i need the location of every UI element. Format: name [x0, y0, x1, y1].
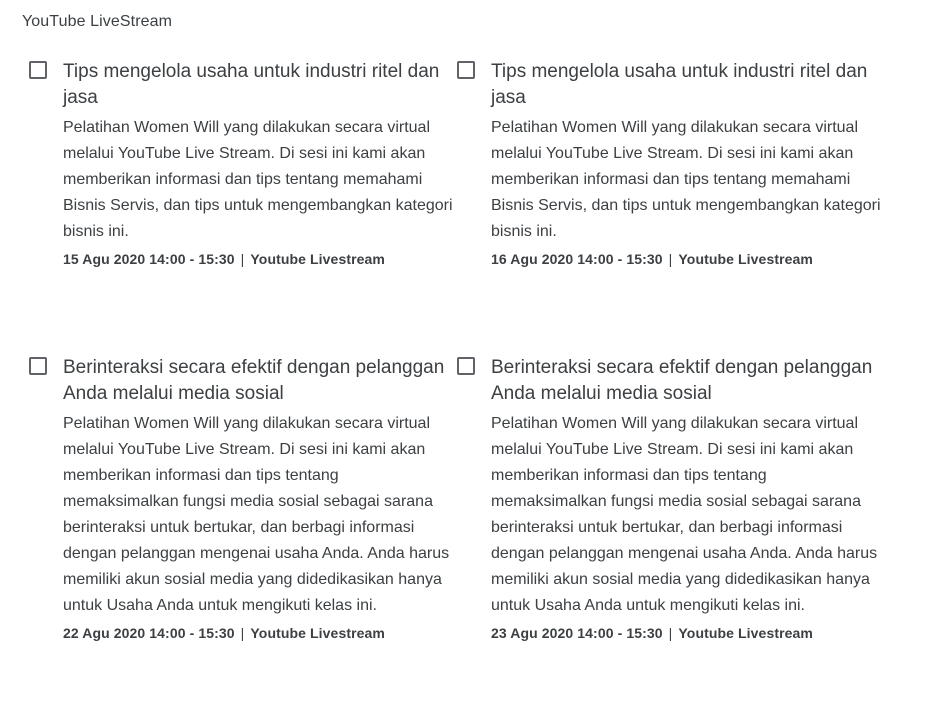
event-location: Youtube Livestream	[678, 251, 813, 267]
event-content	[491, 355, 885, 643]
event-content	[491, 59, 885, 269]
event-location: Youtube Livestream	[678, 625, 813, 641]
event-meta	[63, 623, 457, 643]
meta-separator: |	[668, 251, 673, 267]
event-checkbox[interactable]	[457, 357, 475, 375]
event-description: Pelatihan Women Will yang dilakukan secara virtual melalui YouTube Live Stream. Di sesi ini kami akan memberikan informasi dan tips tentang memaksimalkan fungsi media sosial sebagai sarana berinteraksi untuk bertukar, dan berbagi informasi dengan pelanggan mengenai usaha Anda. Anda harus memiliki akun sosial media yang didedikasikan hanya untuk Usaha Anda untuk mengikuti kelas ini.	[491, 415, 878, 614]
event-checkbox[interactable]	[457, 61, 475, 79]
event-datetime: 23 Agu 2020 14:00 - 15:30	[491, 625, 663, 641]
meta-separator: |	[240, 625, 245, 641]
event-description: Pelatihan Women Will yang dilakukan secara virtual melalui YouTube Live Stream. Di sesi ini kami akan memberikan informasi dan tips tentang memahami Bisnis Servis, dan tips untuk mengembangkan kategori bisnis ini.	[63, 119, 453, 240]
event-description: Pelatihan Women Will yang dilakukan secara virtual melalui YouTube Live Stream. Di sesi ini kami akan memberikan informasi dan tips tentang memahami Bisnis Servis, dan tips untuk mengembangkan kategori bisnis ini.	[491, 119, 881, 240]
event-meta	[491, 623, 885, 643]
event-checkbox[interactable]	[29, 357, 47, 375]
event-content	[63, 59, 457, 269]
event-title: Berinteraksi secara efektif dengan pelanggan Anda melalui media sosial	[491, 357, 873, 404]
event-location: Youtube Livestream	[250, 251, 385, 267]
meta-separator: |	[240, 251, 245, 267]
event-meta	[491, 249, 885, 269]
event-title: Tips mengelola usaha untuk industri ritel dan jasa	[491, 61, 868, 108]
event-checkbox[interactable]	[29, 61, 47, 79]
event-title: Tips mengelola usaha untuk industri ritel dan jasa	[63, 61, 440, 108]
event-datetime: 22 Agu 2020 14:00 - 15:30	[63, 625, 235, 641]
event-content	[63, 355, 457, 643]
meta-separator: |	[668, 625, 673, 641]
event-datetime: 15 Agu 2020 14:00 - 15:30	[63, 251, 235, 267]
event-datetime: 16 Agu 2020 14:00 - 15:30	[491, 251, 663, 267]
event-location: Youtube Livestream	[250, 625, 385, 641]
event-meta	[63, 249, 457, 269]
section-title: YouTube LiveStream	[22, 13, 173, 30]
event-title: Berinteraksi secara efektif dengan pelanggan Anda melalui media sosial	[63, 357, 445, 404]
event-description: Pelatihan Women Will yang dilakukan secara virtual melalui YouTube Live Stream. Di sesi ini kami akan memberikan informasi dan tips tentang memaksimalkan fungsi media sosial sebagai sarana berinteraksi untuk bertukar, dan berbagi informasi dengan pelanggan mengenai usaha Anda. Anda harus memiliki akun sosial media yang didedikasikan hanya untuk Usaha Anda untuk mengikuti kelas ini.	[63, 415, 450, 614]
